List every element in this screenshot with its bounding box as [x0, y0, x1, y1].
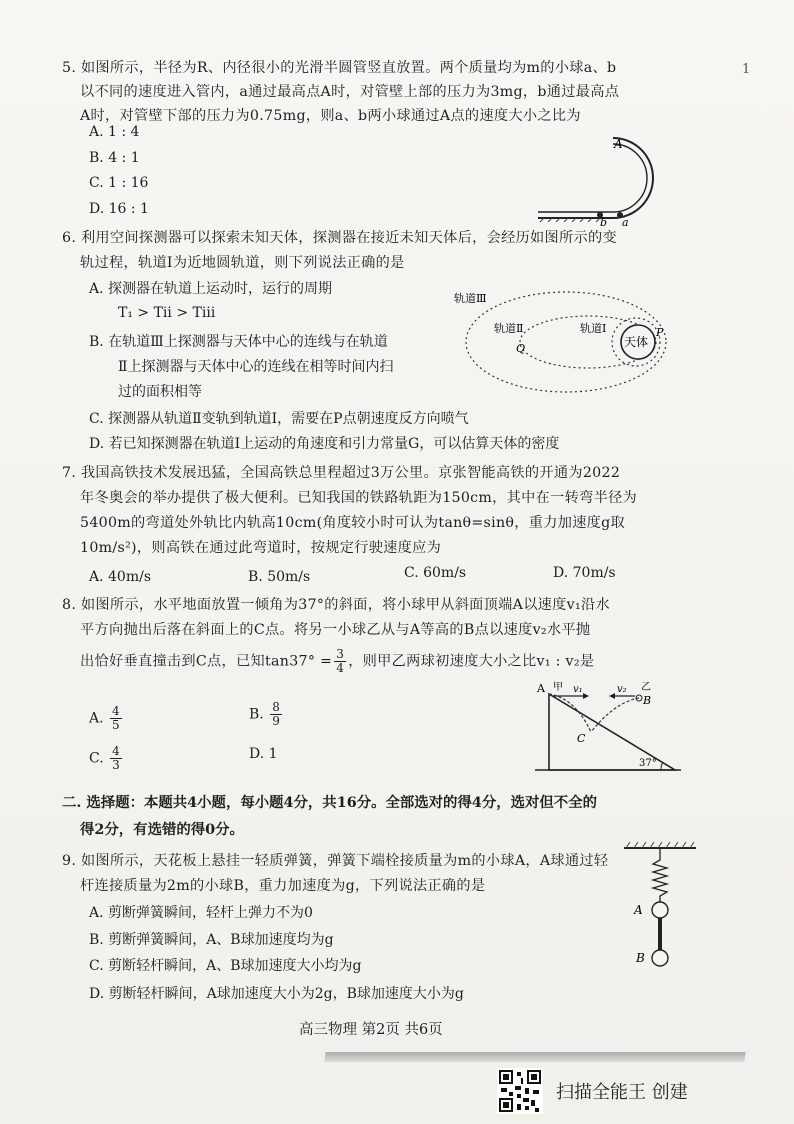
- q9-option-c: C. 剪断轻杆瞬间，A、B球加速度大小均为g: [89, 958, 362, 974]
- q8-option-a-den: 5: [112, 718, 120, 732]
- q8-option-a: [89, 705, 124, 732]
- arrow-v2-head: [609, 693, 615, 699]
- q7-line-1: 7. 我国高铁技术发展迅猛，全国高铁总里程超过3万公里。京张智能高铁的开通为2022: [62, 465, 621, 481]
- tan-numerator: 3: [336, 647, 345, 661]
- q6-orbit-figure: [448, 290, 676, 408]
- ball-B: [652, 950, 668, 966]
- section-2-line-2: 得2分，有选错的得0分。: [80, 821, 244, 838]
- q8-option-c-fraction: [110, 745, 122, 772]
- tan-denominator: 4: [336, 661, 345, 675]
- label-b: b: [600, 216, 608, 226]
- q8-line-1: 8. 如图所示，水平地面放置一倾角为37°的斜面，将小球甲从斜面顶端A以速度v₁沿水: [62, 597, 610, 613]
- label-P: P: [656, 326, 664, 339]
- q7-option-a: A. 40m/s: [89, 569, 152, 585]
- scan-shadow: [324, 1052, 745, 1062]
- label-a: a: [622, 216, 629, 226]
- q7-line-4: 10m/s²)，则高铁在通过此弯道时，按规定行驶速度应为: [80, 540, 442, 556]
- q8-option-d: D. 1: [249, 746, 278, 762]
- q8-line-2: 平方向抛出后落在斜面上的C点。将另一小球乙从与A等高的B点以速度v₂水平抛: [80, 622, 591, 638]
- label-B: B: [636, 951, 645, 965]
- label-C: C: [577, 732, 586, 745]
- q8-line-3: [80, 648, 594, 675]
- spring: [653, 848, 667, 902]
- margin-mark: 1: [742, 62, 751, 77]
- q8-option-c-den: 3: [112, 758, 120, 772]
- qr-code-icon: [497, 1068, 543, 1114]
- label-orbit-3: 轨道Ⅲ: [454, 292, 487, 305]
- q9-line-1: 9. 如图所示，天花板上悬挂一轻质弹簧，弹簧下端栓接质量为m的小球A，A球通过轻: [62, 853, 609, 869]
- scanner-brand-label: 扫描全能王 创建: [556, 1082, 688, 1103]
- label-A: A: [634, 903, 643, 917]
- label-v1: v₁: [573, 684, 583, 695]
- label-yi: 乙: [641, 682, 651, 693]
- arrow-v1-head: [583, 693, 589, 699]
- label-B: B: [643, 694, 652, 707]
- q5-line-2: 以不同的速度进入管内，a通过最高点A时，对管壁上部的压力为3mg，b通过最高点: [80, 84, 620, 100]
- label-angle: 37°: [639, 758, 657, 769]
- q8-option-b-num: 8: [272, 700, 280, 714]
- label-A: A: [614, 137, 623, 151]
- q8-line-3-pre: 出恰好垂直撞击到C点，已知tan37° =: [80, 653, 333, 670]
- q9-option-a: A. 剪断弹簧瞬间，轻杆上弹力不为0: [89, 905, 313, 921]
- ball-A: [652, 902, 668, 918]
- q8-option-b-label: B.: [249, 706, 264, 723]
- q9-line-2: 杆连接质量为2m的小球B，重力加速度为g，下列说法正确的是: [80, 878, 486, 894]
- section-2-line-1: 二. 选择题：本题共4小题，每小题4分，共16分。全部选对的得4分，选对但不全的: [62, 794, 597, 811]
- q6-option-b-line-1: B. 在轨道Ⅲ上探测器与天体中心的连线与在轨道: [89, 334, 388, 350]
- q6-option-a-line-1: A. 探测器在轨道上运动时，运行的周期: [89, 281, 333, 297]
- label-Q: Q: [516, 342, 526, 355]
- q8-option-b-den: 9: [272, 714, 280, 728]
- q6-option-b-line-2: Ⅱ上探测器与天体中心的连线在相等时间内扫: [118, 359, 394, 375]
- q8-option-a-label: A.: [89, 710, 104, 727]
- q5-line-1: 5. 如图所示，半径为R、内径很小的光滑半圆管竖直放置。两个质量均为m的小球a、b: [62, 60, 617, 76]
- q5-halfpipe-figure: [530, 130, 680, 226]
- q5-option-c: C. 1 : 16: [89, 175, 149, 191]
- q6-option-b-line-3: 过的面积相等: [118, 384, 202, 400]
- q8-option-c-label: C.: [89, 750, 104, 767]
- q6-line-1: 6. 利用空间探测器可以探索未知天体，探测器在接近未知天体后，会经历如图所示的变: [62, 230, 617, 246]
- q5-option-d: D. 16 : 1: [89, 201, 149, 217]
- q8-option-c-num: 4: [112, 744, 120, 758]
- q7-option-b: B. 50m/s: [248, 569, 311, 585]
- label-v2: v₂: [617, 684, 627, 695]
- label-body: 天体: [624, 335, 649, 349]
- q5-line-3: A时，对管壁下部的压力为0.75mg，则a、b两小球通过A点的速度大小之比为: [80, 108, 581, 124]
- trajectory-jia: [549, 694, 591, 732]
- q5-option-b: B. 4 : 1: [89, 150, 140, 166]
- q9-spring-figure: [620, 840, 700, 975]
- q6-option-d: D. 若已知探测器在轨道Ⅰ上运动的角速度和引力常量G，可以估算天体的密度: [89, 436, 560, 452]
- q9-option-b: B. 剪断弹簧瞬间，A、B球加速度均为g: [89, 932, 334, 948]
- q8-option-b-fraction: [270, 701, 282, 728]
- page-footer: 高三物理 第2页 共6页: [299, 1022, 443, 1038]
- q6-option-a-line-2: T₁ > Tⅱ > Tⅲ: [118, 305, 216, 321]
- q8-line-3-post: ，则甲乙两球初速度大小之比v₁ : v₂是: [348, 653, 595, 670]
- q7-line-2: 年冬奥会的举办提供了极大便利。已知我国的铁路轨距为150cm，其中在一转弯半径为: [80, 490, 638, 506]
- q7-line-3: 5400m的弯道处外轨比内轨高10cm(角度较小时可认为tanθ=sinθ，重力加速度g取: [80, 515, 626, 531]
- q6-line-2: 轨过程，轨道Ⅰ为近地圆轨道，则下列说法正确的是: [80, 255, 405, 271]
- q7-option-c: C. 60m/s: [404, 565, 467, 581]
- angle-arc: [661, 762, 663, 770]
- q8-incline-figure: [535, 680, 685, 780]
- tan-fraction: [334, 648, 346, 675]
- label-orbit-2: 轨道Ⅱ: [494, 322, 524, 335]
- q5-option-a: A. 1 : 4: [89, 124, 140, 140]
- q8-option-b: [249, 701, 284, 728]
- q8-option-c: [89, 745, 124, 772]
- trajectory-yi: [591, 698, 639, 732]
- q8-option-a-num: 4: [112, 704, 120, 718]
- label-A: A: [537, 682, 545, 695]
- q6-option-c: C. 探测器从轨道Ⅱ变轨到轨道Ⅰ，需要在P点朝速度反方向喷气: [89, 411, 469, 427]
- label-orbit-1: 轨道Ⅰ: [580, 322, 607, 335]
- q9-option-d: D. 剪断轻杆瞬间，A球加速度大小为2g，B球加速度大小为g: [89, 986, 464, 1002]
- pipe-inner-arc: [613, 144, 647, 212]
- q8-option-a-fraction: [110, 705, 122, 732]
- q7-option-d: D. 70m/s: [553, 565, 616, 581]
- label-jia: 甲: [553, 682, 563, 693]
